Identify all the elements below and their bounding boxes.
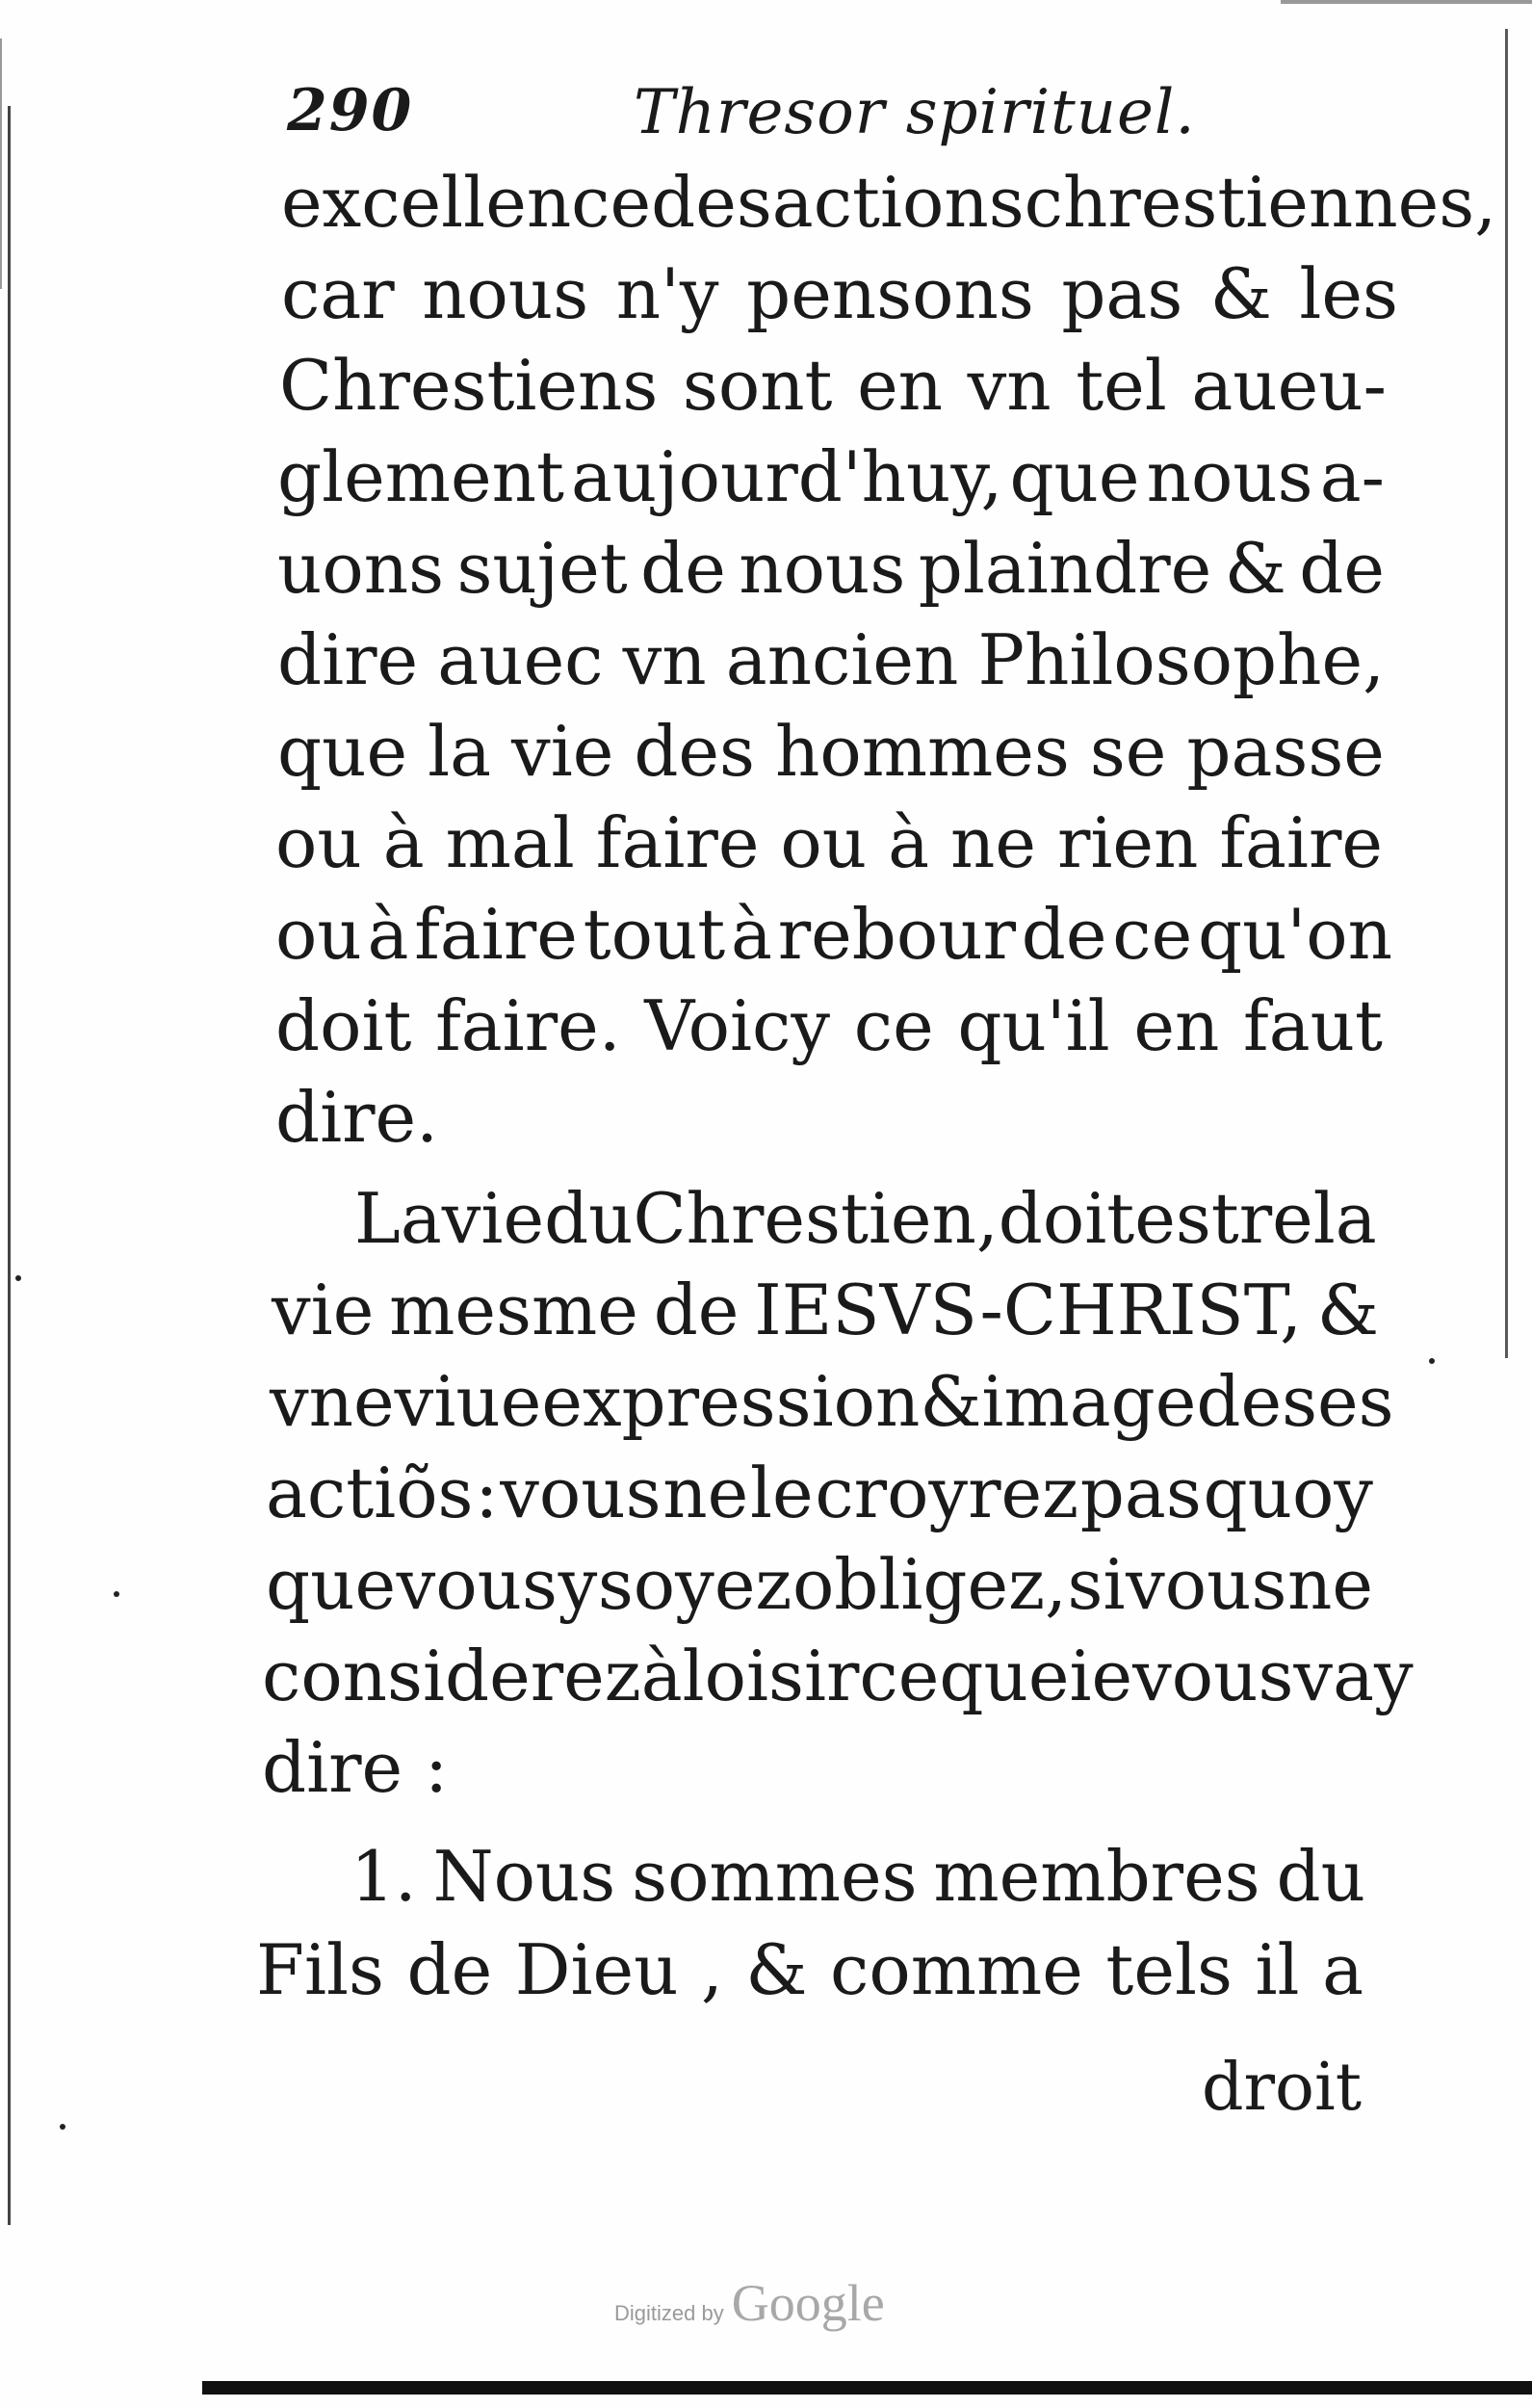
google-logo: Google (731, 2274, 885, 2332)
text-line: que la vie des hommes se passe (277, 711, 1385, 792)
page-edge-left-thin (0, 39, 2, 289)
text-line: considerez à loisir ce que ie vous vay (262, 1636, 1414, 1716)
text-line: ou à mal faire ou à ne rien faire (275, 802, 1383, 883)
text-line: doit faire. Voicy ce qu'il en faut (275, 985, 1383, 1066)
page-bottom-edge (202, 2381, 1532, 2395)
text-line: La vie du Chrestien, doit estre la (354, 1178, 1377, 1259)
text-line: ou à faire tout à rebour de ce qu'on (275, 894, 1392, 975)
page-header (287, 77, 1481, 164)
text-line: 1. Nous sommes membres du (351, 1836, 1365, 1917)
digitized-label: Digitized by (614, 2301, 724, 2325)
text-line: excellence des actions chrestiennes, (281, 162, 1497, 243)
text-line: Chrestiens sont en vn tel aueu- (279, 345, 1387, 426)
digitized-by-google-mark (614, 2273, 922, 2341)
page-edge-left (8, 106, 11, 2225)
page-number: 290 (287, 77, 414, 144)
text-line: car nous n'y pensons pas & les (281, 253, 1398, 334)
text-line: dire auec vn ancien Philosophe, (277, 619, 1385, 700)
text-line: vie mesme de IESVS-CHRIST, & (272, 1269, 1379, 1350)
page-edge-top (1281, 0, 1532, 4)
text-line: dire. (275, 1077, 439, 1158)
scan-speck (15, 1275, 21, 1281)
text-line: actiõs : vous ne le croyrez pas quoy (266, 1453, 1373, 1533)
scan-speck (114, 1591, 119, 1597)
running-title: Thresor spirituel. (634, 77, 1196, 148)
text-line: uons sujet de nous plaindre & de (277, 528, 1385, 609)
catchword: droit (1202, 2050, 1363, 2126)
scan-speck (60, 2124, 65, 2130)
text-line: dire : (262, 1727, 449, 1808)
text-line: Fils de Dieu , & comme tels il a (256, 1929, 1363, 2010)
text-line: que vous y soyez obligez, si vous ne (266, 1544, 1373, 1625)
text-line: vne viue expression & image de ses (270, 1361, 1394, 1442)
page-edge-right (1505, 29, 1508, 1358)
text-line: glement aujourd'huy, que nous a- (277, 436, 1385, 517)
scan-speck (1429, 1358, 1435, 1364)
